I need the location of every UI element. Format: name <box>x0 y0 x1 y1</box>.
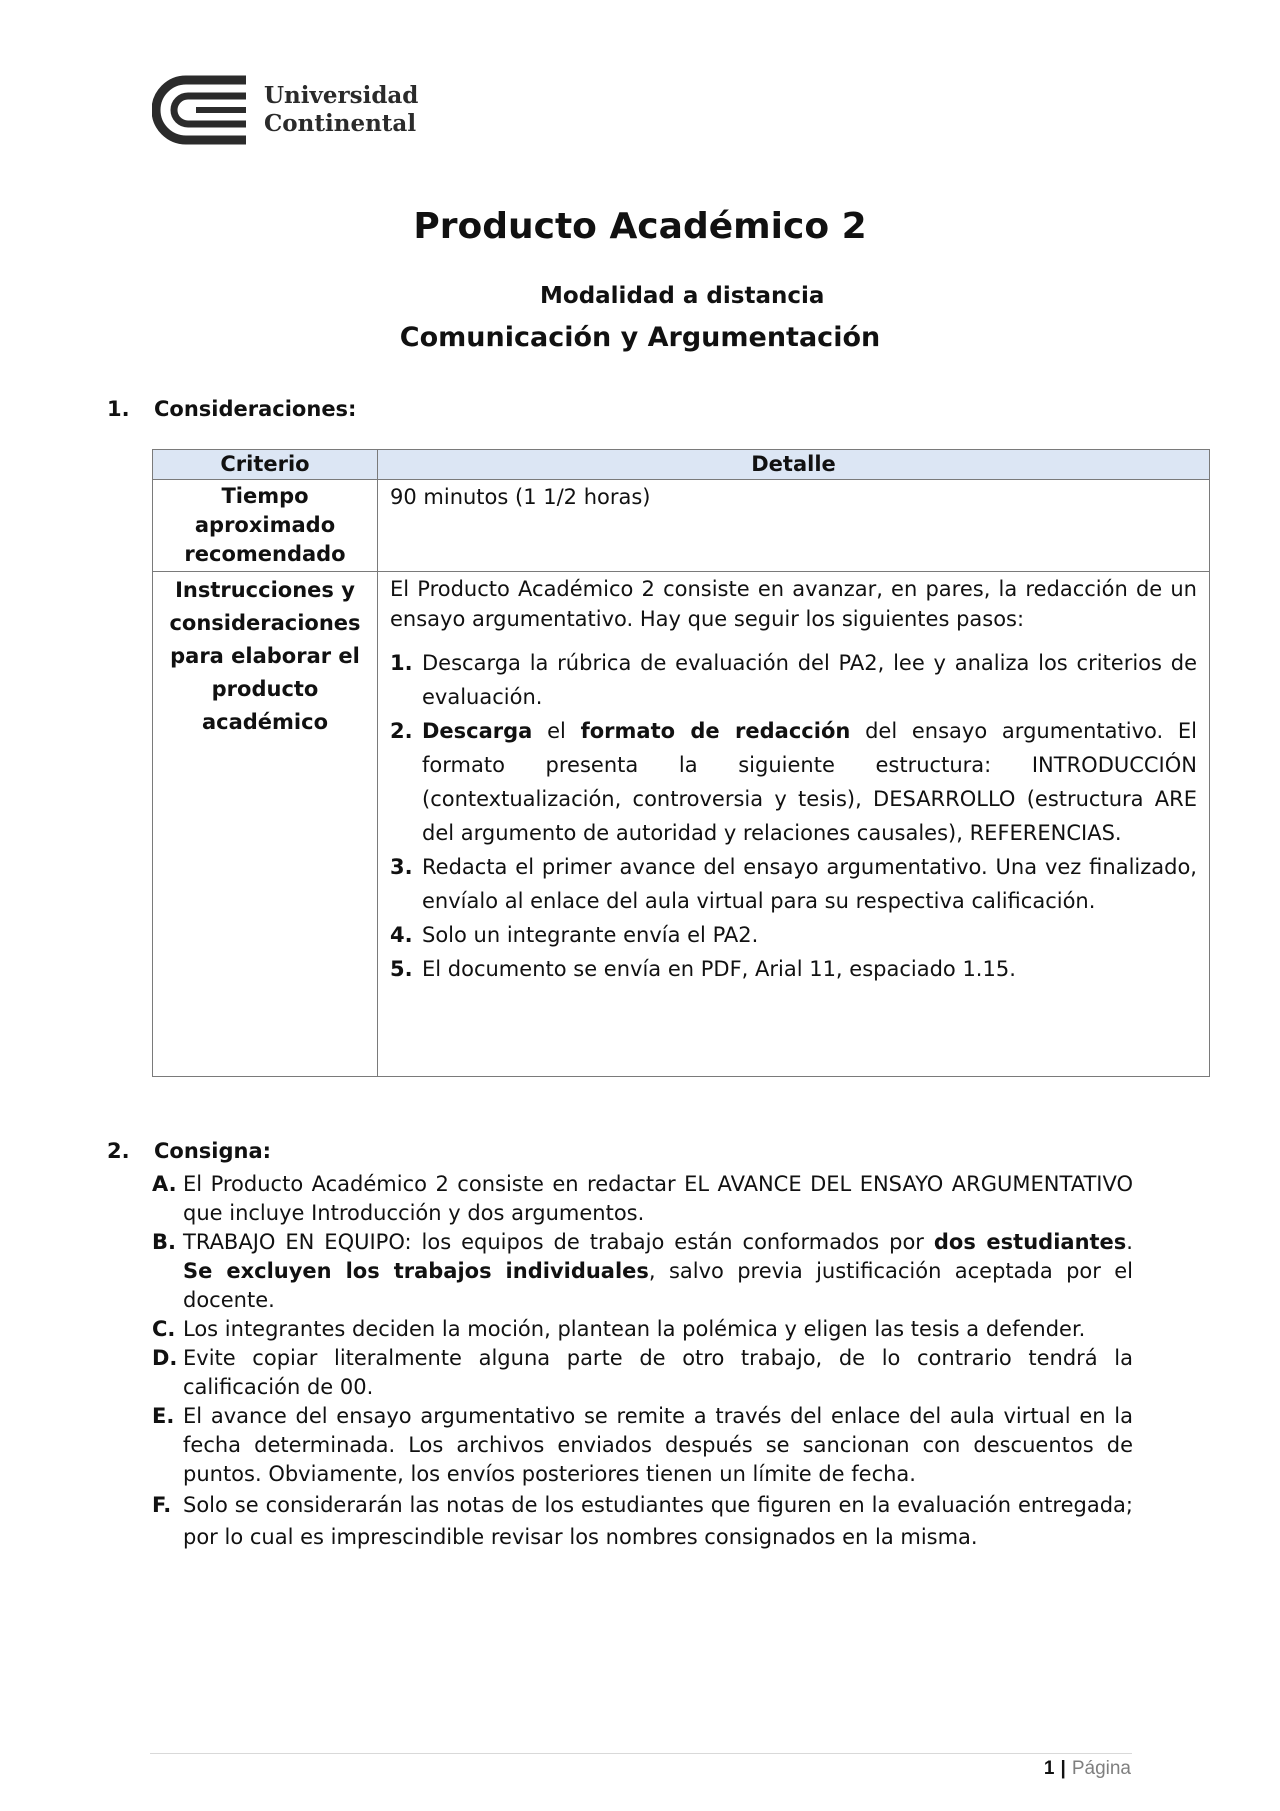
list-item: 4. Solo un integrante envía el PA2. <box>390 923 759 947</box>
list-item: B. TRABAJO EN EQUIPO: los equipos de trabajo están conformados por dos estudiantes. Se excluyen los trabajos individuales, salvo previa justificación aceptada por el docente. <box>152 1230 1133 1312</box>
section-2-heading <box>107 1139 271 1163</box>
section-1-heading <box>107 397 356 421</box>
header-criterio: Criterio <box>153 450 378 480</box>
logo-line-1: Universidad <box>264 82 419 109</box>
modality-subtitle: Modalidad a distancia <box>540 283 825 309</box>
table-row <box>153 572 1210 1077</box>
footer-divider <box>150 1753 1132 1754</box>
continental-logo-icon <box>152 74 248 146</box>
list-item: 5. El documento se envía en PDF, Arial 11, espaciado 1.15. <box>390 957 1016 981</box>
footer-separator: | <box>1060 1758 1066 1779</box>
list-item: D. Evite copiar literalmente alguna parte de otro trabajo, de lo contrario tendrá la calificación de 00. <box>152 1346 1133 1399</box>
row-2-intro: El Producto Académico 2 consiste en avanzar, en pares, la redacción de un ensayo argumentativo. Hay que seguir los siguientes pasos: <box>390 577 1197 631</box>
list-item: C. Los integrantes deciden la moción, plantean la polémica y eligen las tesis a defender. <box>152 1317 1086 1341</box>
page-footer <box>1044 1758 1131 1780</box>
row-2-detail <box>378 572 1210 1077</box>
list-item: E. El avance del ensayo argumentativo se remite a través del enlace del aula virtual en la fecha determinada. Los archivos enviados después se sancionan con descuentos de puntos. Obviamente, los envíos posteriores tienen un límite de fecha. <box>152 1404 1133 1486</box>
list-item: 3. Redacta el primer avance del ensayo argumentativo. Una vez finalizado, envíalo al enlace del aula virtual para su respectiva calificación. <box>390 855 1197 913</box>
page-label: Página <box>1071 1758 1131 1779</box>
list-item: A. El Producto Académico 2 consiste en redactar EL AVANCE DEL ENSAYO ARGUMENTATIVO que incluye Introducción y dos argumentos. <box>152 1172 1133 1225</box>
header-detalle: Detalle <box>378 450 1210 480</box>
university-logo <box>152 74 418 146</box>
table-header-row <box>153 450 1210 480</box>
section-2-number: 2. <box>107 1139 130 1163</box>
row-2-label: Instrucciones y consideraciones para elaborar el producto académico <box>153 572 378 1077</box>
list-item: 1. Descarga la rúbrica de evaluación del PA2, lee y analiza los criterios de evaluación. <box>390 651 1197 709</box>
section-2-title: Consigna: <box>154 1139 272 1163</box>
document-title: Producto Académico 2 <box>413 206 867 247</box>
row-1-label: Tiempo aproximado recomendado <box>153 480 378 572</box>
considerations-table <box>152 449 1210 1077</box>
row-1-detail: 90 minutos (1 1/2 horas) <box>378 480 1210 572</box>
section-1-number: 1. <box>107 397 130 421</box>
section-1-title: Consideraciones: <box>154 397 357 421</box>
list-item: 2. Descarga el formato de redacción del ensayo argumentativo. El formato presenta la siguiente estructura: INTRODUCCIÓN (contextualización, controversia y tesis), DESARROLLO (estructura ARE del argumento de autoridad y relaciones causales), REFERENCIAS. <box>390 719 1197 845</box>
steps-list <box>390 646 1197 986</box>
consigna-list <box>152 1170 1133 1553</box>
logo-line-2: Continental <box>264 110 417 137</box>
course-subtitle: Comunicación y Argumentación <box>399 322 881 353</box>
logo-text <box>264 82 418 138</box>
list-item: F. Solo se considerarán las notas de los estudiantes que figuren en la evaluación entregada; por lo cual es imprescindible revisar los nombres consignados en la misma. <box>152 1493 1133 1549</box>
page-number: 1 <box>1043 1758 1055 1779</box>
table-row <box>153 480 1210 572</box>
